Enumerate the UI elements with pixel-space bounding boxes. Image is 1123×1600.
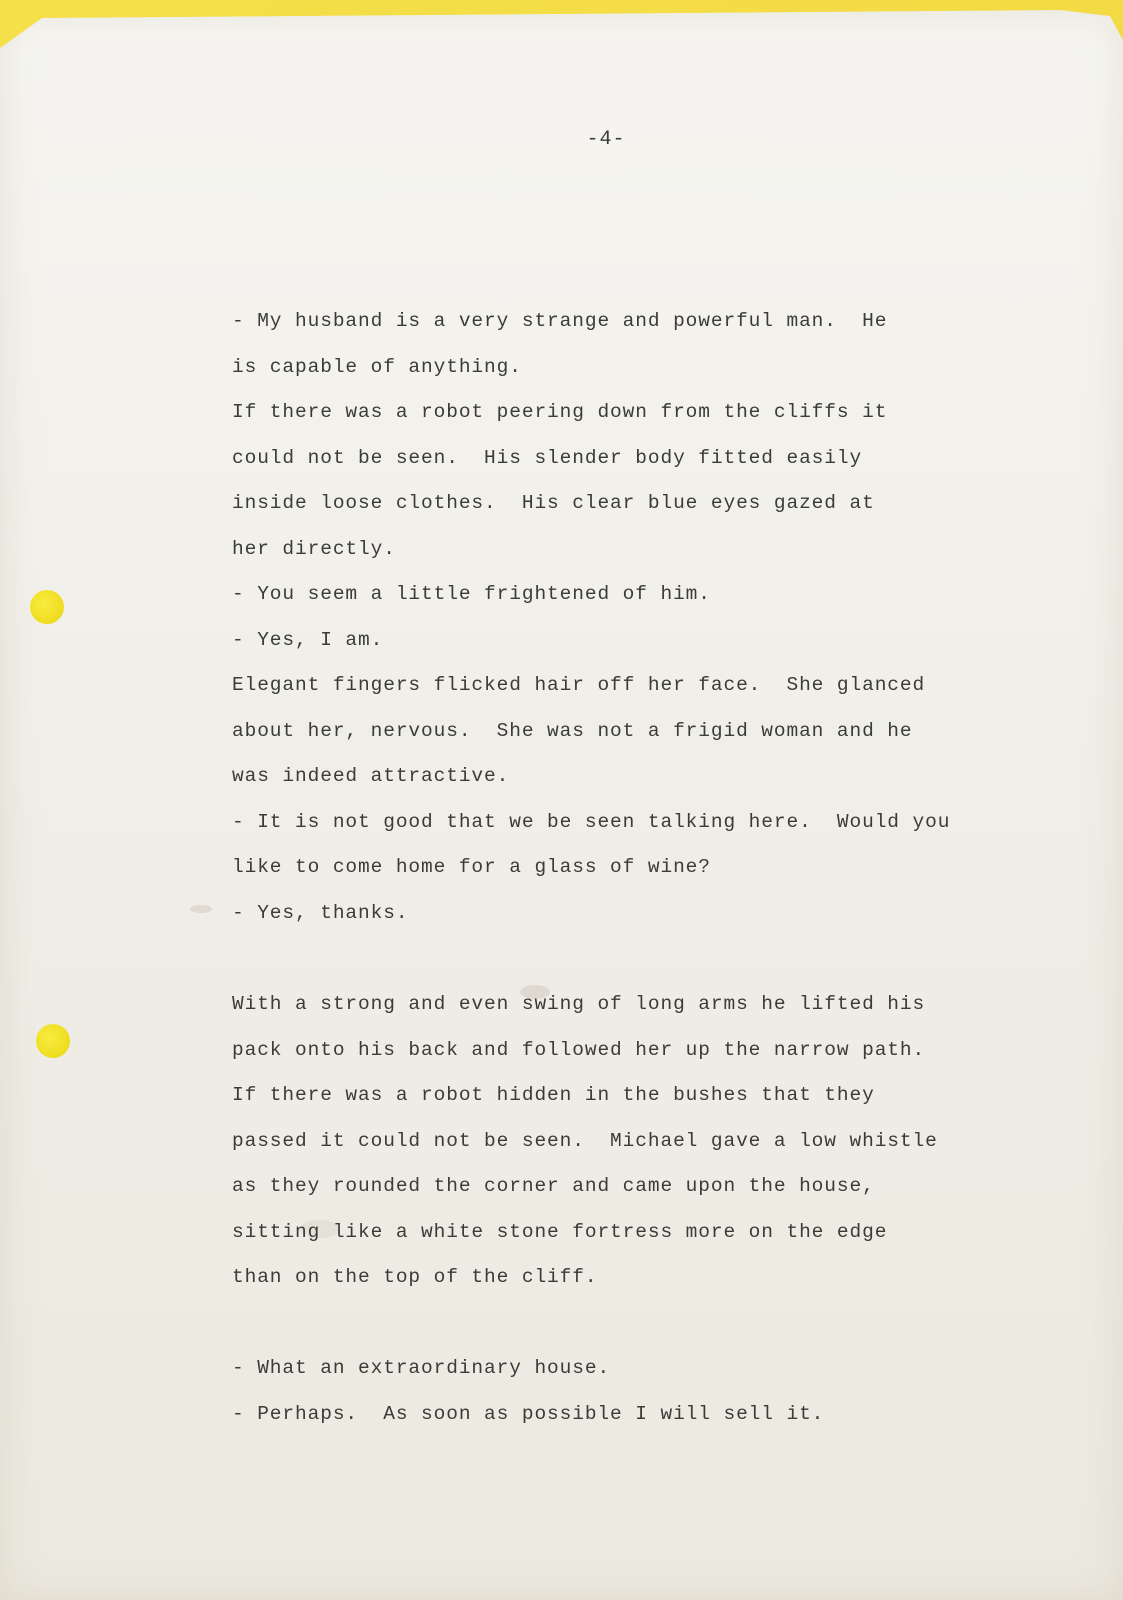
punch-hole-upper bbox=[30, 590, 64, 624]
text-line: With a strong and even swing of long arms he lifted his bbox=[232, 993, 926, 1015]
text-line: could not be seen. His slender body fitted easily bbox=[232, 447, 863, 469]
text-line: was indeed attractive. bbox=[232, 765, 510, 787]
text-line: - Yes, thanks. bbox=[232, 902, 409, 924]
punch-hole-lower bbox=[36, 1024, 70, 1058]
text-line: her directly. bbox=[232, 538, 396, 560]
text-line: as they rounded the corner and came upon the house, bbox=[232, 1175, 875, 1197]
text-line: than on the top of the cliff. bbox=[232, 1266, 598, 1288]
stain-mark bbox=[190, 905, 212, 913]
text-line: sitting like a white stone fortress more on the edge bbox=[232, 1221, 888, 1243]
text-line: - Yes, I am. bbox=[232, 629, 384, 651]
text-line: passed it could not be seen. Michael gave a low whistle bbox=[232, 1130, 938, 1152]
page-number: -4- bbox=[586, 128, 626, 151]
text-line: - Perhaps. As soon as possible I will sell it. bbox=[232, 1403, 825, 1425]
text-line: - You seem a little frightened of him. bbox=[232, 583, 711, 605]
text-line: - My husband is a very strange and powerful man. He bbox=[232, 310, 888, 332]
text-line: about her, nervous. She was not a frigid woman and he bbox=[232, 720, 913, 742]
text-line: If there was a robot peering down from the cliffs it bbox=[232, 401, 888, 423]
text-line: If there was a robot hidden in the bushes that they bbox=[232, 1084, 875, 1106]
text-line: - It is not good that we be seen talking here. Would you bbox=[232, 811, 951, 833]
text-line: pack onto his back and followed her up the narrow path. bbox=[232, 1039, 926, 1061]
text-line: inside loose clothes. His clear blue eyes gazed at bbox=[232, 492, 875, 514]
text-line: is capable of anything. bbox=[232, 356, 522, 378]
text-line: like to come home for a glass of wine? bbox=[232, 856, 711, 878]
text-line: - What an extraordinary house. bbox=[232, 1357, 611, 1379]
text-line: Elegant fingers flicked hair off her face. She glanced bbox=[232, 674, 926, 696]
